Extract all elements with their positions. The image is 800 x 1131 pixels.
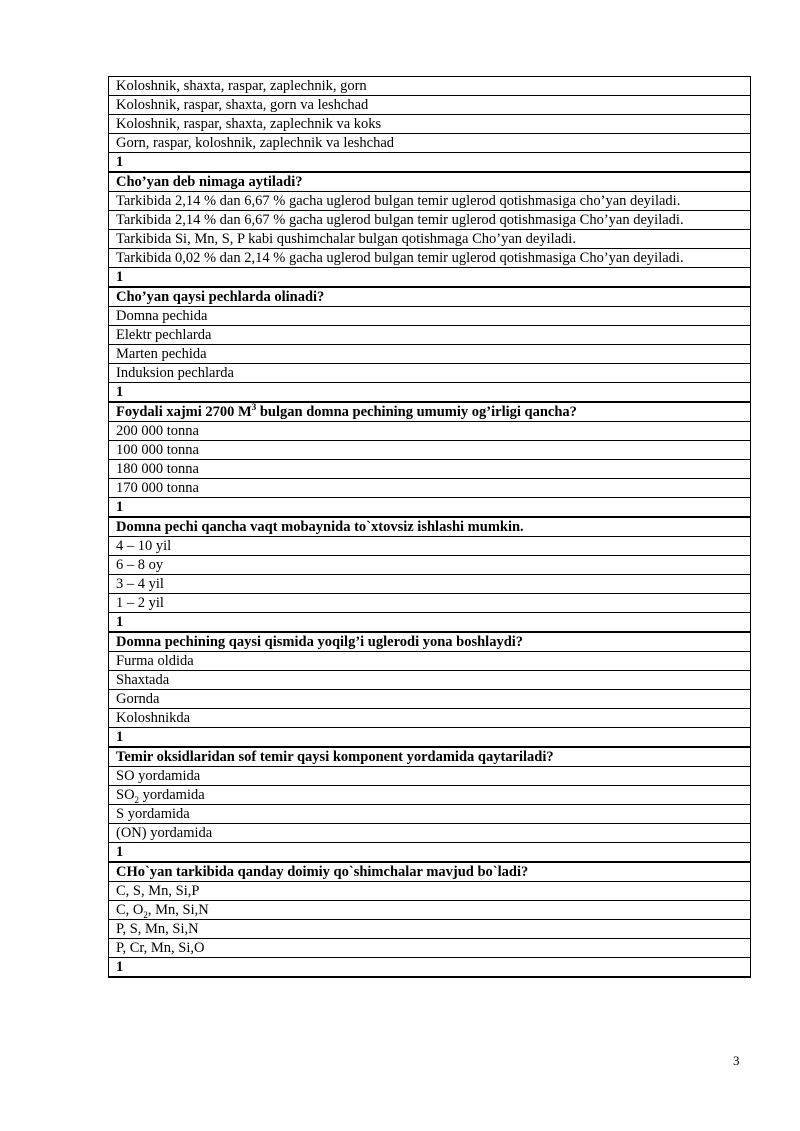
cell-text: Elektr pechlarda	[116, 327, 212, 343]
question-row	[109, 172, 751, 192]
answer-option-row	[109, 230, 751, 249]
cell-text: 1	[116, 614, 124, 630]
cell-text: Domna pechi qancha vaqt mobaynida to`xtovsiz ishlashi mumkin.	[116, 519, 524, 535]
question-row	[109, 862, 751, 882]
answer-option-row	[109, 96, 751, 115]
cell-text: Tarkibida 0,02 % dan 2,14 % gacha uglerod bulgan temir uglerod qotishmasiga Cho’yan deyiladi.	[116, 250, 684, 266]
table-cell	[109, 153, 751, 173]
table-cell	[109, 268, 751, 288]
cell-text: Marten pechida	[116, 346, 207, 362]
cell-text: SO	[116, 787, 135, 803]
table-cell	[109, 249, 751, 268]
cell-text: Domna pechida	[116, 308, 208, 324]
answer-option-row	[109, 326, 751, 345]
score-row	[109, 383, 751, 403]
score-row	[109, 843, 751, 863]
cell-text: 1	[116, 499, 124, 515]
answer-option-row	[109, 652, 751, 671]
table-cell	[109, 230, 751, 249]
cell-text: Domna pechining qaysi qismida yoqilg’i uglerodi yona boshlaydi?	[116, 634, 524, 650]
table-cell	[109, 326, 751, 345]
question-row	[109, 632, 751, 652]
page-number: 3	[733, 1053, 740, 1068]
table-cell	[109, 613, 751, 633]
table-cell	[109, 96, 751, 115]
table-cell	[109, 652, 751, 671]
answer-option-row	[109, 824, 751, 843]
answer-option-row	[109, 345, 751, 364]
table-cell	[109, 211, 751, 230]
subscript-text: 2	[134, 794, 140, 805]
answer-option-row	[109, 422, 751, 441]
answer-option-row	[109, 77, 751, 96]
score-row	[109, 268, 751, 288]
cell-text: Gorn, raspar, koloshnik, zaplechnik va leshchad	[116, 135, 395, 151]
cell-text: Shaxtada	[116, 672, 170, 688]
answer-option-row	[109, 575, 751, 594]
cell-text: C, O	[116, 902, 144, 918]
table-cell	[109, 115, 751, 134]
table-cell	[109, 843, 751, 863]
table-cell	[109, 939, 751, 958]
cell-text: 4 – 10 yil	[116, 538, 172, 554]
cell-text: P, Cr, Mn, Si,O	[116, 940, 205, 956]
question-row	[109, 517, 751, 537]
cell-text: Koloshnik, shaxta, raspar, zaplechnik, gorn	[116, 78, 367, 94]
table-cell	[109, 728, 751, 748]
cell-text: Tarkibida Si, Mn, S, P kabi qushimchalar bulgan qotishmaga Cho’yan deyiladi.	[116, 231, 576, 247]
table-cell	[109, 958, 751, 978]
cell-text: 170 000 tonna	[116, 480, 199, 496]
table-cell	[109, 556, 751, 575]
table-cell	[109, 824, 751, 843]
score-row	[109, 728, 751, 748]
cell-text: Foydali xajmi 2700 M	[116, 404, 252, 420]
table-cell	[109, 747, 751, 767]
table-cell	[109, 767, 751, 786]
cell-text: 1 – 2 yil	[116, 595, 164, 611]
answer-option-row	[109, 537, 751, 556]
cell-text: SO yordamida	[116, 768, 201, 784]
table-cell	[109, 901, 751, 920]
table-cell	[109, 671, 751, 690]
cell-text: CHo`yan tarkibida qanday doimiy qo`shimchalar mavjud bo`ladi?	[116, 864, 529, 880]
answer-option-row	[109, 364, 751, 383]
table-cell	[109, 77, 751, 96]
answer-option-row	[109, 767, 751, 786]
answer-option-row	[109, 671, 751, 690]
cell-text: bulgan domna pechining umumiy og’irligi qancha?	[256, 404, 577, 420]
answer-option-row	[109, 901, 751, 920]
superscript-text: 3	[251, 402, 257, 413]
question-row	[109, 402, 751, 422]
cell-text: Koloshnik, raspar, shaxta, zaplechnik va koks	[116, 116, 382, 132]
answer-option-row	[109, 115, 751, 134]
table-cell	[109, 172, 751, 192]
answer-option-row	[109, 192, 751, 211]
table-cell	[109, 575, 751, 594]
table-cell	[109, 862, 751, 882]
score-row	[109, 958, 751, 978]
answer-option-row	[109, 882, 751, 901]
cell-text: (ON) yordamida	[116, 825, 213, 841]
cell-text: 1	[116, 959, 124, 975]
cell-text: 1	[116, 844, 124, 860]
table-cell	[109, 632, 751, 652]
answer-option-row	[109, 556, 751, 575]
cell-text: P, S, Mn, Si,N	[116, 921, 199, 937]
answer-option-row	[109, 249, 751, 268]
answer-option-row	[109, 594, 751, 613]
cell-text: 1	[116, 154, 124, 170]
cell-text: Koloshnik, raspar, shaxta, gorn va leshchad	[116, 97, 369, 113]
cell-text: Tarkibida 2,14 % dan 6,67 % gacha uglerod bulgan temir uglerod qotishmasiga Cho’yan deyiladi.	[116, 212, 684, 228]
cell-text: Cho’yan deb nimaga aytiladi?	[116, 174, 303, 190]
answer-option-row	[109, 211, 751, 230]
cell-text: 180 000 tonna	[116, 461, 199, 477]
answer-option-row	[109, 805, 751, 824]
cell-text: Temir oksidlaridan sof temir qaysi komponent yordamida qaytariladi?	[116, 749, 554, 765]
cell-text: Furma oldida	[116, 653, 194, 669]
table-cell	[109, 383, 751, 403]
cell-text: 200 000 tonna	[116, 423, 199, 439]
table-cell	[109, 594, 751, 613]
subscript-text: 2	[143, 909, 148, 920]
question-row	[109, 747, 751, 767]
answer-option-row	[109, 920, 751, 939]
score-row	[109, 613, 751, 633]
answer-option-row	[109, 307, 751, 326]
table-cell	[109, 517, 751, 537]
table-cell	[109, 709, 751, 728]
table-cell	[109, 402, 751, 422]
cell-text: Cho’yan qaysi pechlarda olinadi?	[116, 289, 325, 305]
cell-text: S yordamida	[116, 806, 190, 822]
cell-text: 100 000 tonna	[116, 442, 199, 458]
answer-option-row	[109, 479, 751, 498]
answer-option-row	[109, 134, 751, 153]
table-cell	[109, 134, 751, 153]
table-cell	[109, 307, 751, 326]
cell-text: yordamida	[139, 787, 205, 803]
table-cell	[109, 920, 751, 939]
score-row	[109, 498, 751, 518]
score-row	[109, 153, 751, 173]
table-cell	[109, 882, 751, 901]
answer-option-row	[109, 460, 751, 479]
table-cell	[109, 441, 751, 460]
table-cell	[109, 537, 751, 556]
cell-text: 6 – 8 oy	[116, 557, 164, 573]
table-cell	[109, 287, 751, 307]
table-cell	[109, 786, 751, 805]
cell-text: , Mn, Si,N	[147, 902, 209, 918]
question-row	[109, 287, 751, 307]
table-cell	[109, 460, 751, 479]
answer-option-row	[109, 441, 751, 460]
cell-text: C, S, Mn, Si,P	[116, 883, 200, 899]
cell-text: 3 – 4 yil	[116, 576, 164, 592]
cell-text: Induksion pechlarda	[116, 365, 234, 381]
cell-text: Gornda	[116, 691, 160, 707]
cell-text: 1	[116, 384, 124, 400]
answer-option-row	[109, 709, 751, 728]
table-cell	[109, 422, 751, 441]
answer-option-row	[109, 939, 751, 958]
table-cell	[109, 192, 751, 211]
answer-option-row	[109, 690, 751, 709]
table-cell	[109, 690, 751, 709]
quiz-table	[108, 76, 751, 978]
cell-text: 1	[116, 269, 124, 285]
cell-text: Koloshnikda	[116, 710, 191, 726]
cell-text: Tarkibida 2,14 % dan 6,67 % gacha uglerod bulgan temir uglerod qotishmasiga cho’yan deyiladi.	[116, 193, 681, 209]
answer-option-row	[109, 786, 751, 805]
cell-text: 1	[116, 729, 124, 745]
table-cell	[109, 479, 751, 498]
table-cell	[109, 805, 751, 824]
table-cell	[109, 345, 751, 364]
table-cell	[109, 364, 751, 383]
table-cell	[109, 498, 751, 518]
